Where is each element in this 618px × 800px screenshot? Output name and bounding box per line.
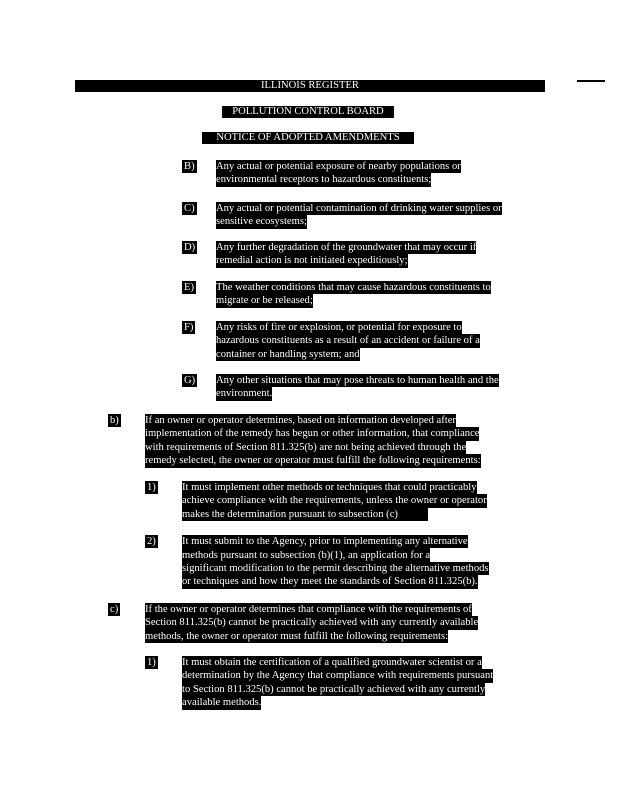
item-b-text: Any actual or potential exposure of nearby populations or environmental receptors to hazardous constituents; xyxy=(216,161,461,186)
register-title: ILLINOIS REGISTER xyxy=(75,80,545,92)
item-d-label: D) xyxy=(184,242,196,253)
section-b-label: b) xyxy=(110,415,119,426)
section-c-item-1-text: It must obtain the certification of a qualified groundwater scientist or a determination by the Agency that compliance with requirements pursuant to Section 811.325(b) cannot be practically achieved with any currently available methods. xyxy=(182,657,494,709)
item-c-text: Any actual or potential contamination of drinking water supplies or sensitive ecosystems; xyxy=(216,203,502,228)
item-d-text: Any further degradation of the groundwater that may occur if remedial action is not initiated expeditiously; xyxy=(216,242,477,267)
item-g-label: G) xyxy=(184,375,196,386)
section-b-text: If an owner or operator determines, based on information developed after implementation of the remedy has begun or other information, that compliance with requirements of Section 811.325(b) are not being achieved through the remedy selected, the owner or operator must fulfill the following requirements: xyxy=(145,415,481,467)
item-g-text: Any other situations that may pose threats to human health and the environment. xyxy=(216,375,499,400)
section-c-item-1-label: 1) xyxy=(147,657,156,668)
item-b-label: B) xyxy=(184,161,195,172)
item-f-label: F) xyxy=(184,322,194,333)
item-c-label: C) xyxy=(184,203,195,214)
section-c-text: If the owner or operator determines that compliance with the requirements of Section 811.325(b) cannot be practically achieved with any currently available methods, the owner or operator must fulfill the following requirements: xyxy=(145,604,479,642)
section-b-item-1-label: 1) xyxy=(147,482,156,493)
item-f-text: Any risks of fire or explosion, or potential for exposure to hazardous constituents as a result of an accident or failure of a container or handling system; and xyxy=(216,322,480,360)
item-e-label: E) xyxy=(184,282,194,293)
section-b-item-2-label: 2) xyxy=(147,536,156,547)
section-b-item-1-text: It must implement other methods or techniques that could practicably achieve compliance with the requirements, unless the owner or operator makes the determination pursuant to subsection (c) xyxy=(182,482,487,520)
section-c-label: c) xyxy=(110,604,119,615)
corner-mark xyxy=(577,80,605,82)
item-e-text: The weather conditions that may cause hazardous constituents to migrate or be released; xyxy=(216,282,491,307)
section-b-item-2-text: It must submit to the Agency, prior to implementing any alternative methods pursuant to subsection (b)(1), an application for a significant modification to the permit describing the alternative methods or techniques and how they meet the standards of Section 811.325(b). xyxy=(182,536,489,588)
board-title: POLLUTION CONTROL BOARD xyxy=(222,106,394,118)
notice-title: NOTICE OF ADOPTED AMENDMENTS xyxy=(202,132,414,144)
